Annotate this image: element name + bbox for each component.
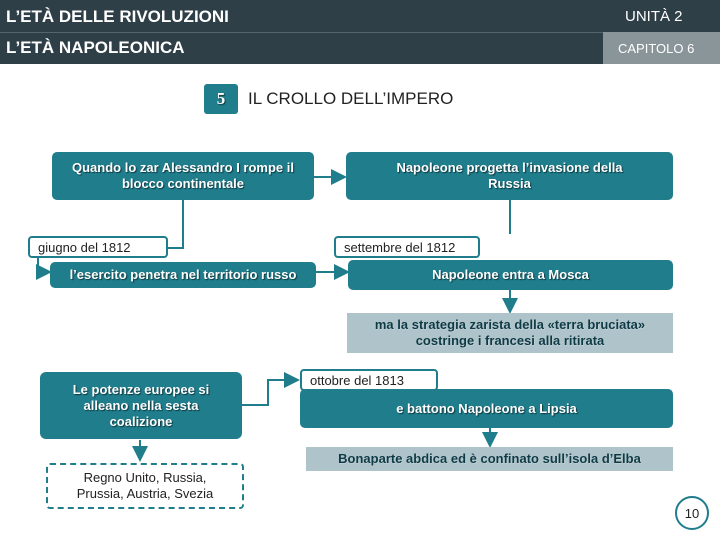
node-zar-rompe-blocco: Quando lo zar Alessandro I rompe il blocco continentale bbox=[52, 152, 314, 200]
section-title: IL CROLLO DELL’IMPERO bbox=[248, 89, 454, 108]
arrow-zar-down bbox=[168, 200, 183, 248]
header-unit: UNITÀ 2 bbox=[625, 8, 683, 25]
node-date-settembre-1812: settembre del 1812 bbox=[334, 236, 480, 258]
node-date-giugno-1812: giugno del 1812 bbox=[28, 236, 168, 258]
arrow-giugno-to-esercito bbox=[38, 256, 50, 272]
page-number: 10 bbox=[684, 505, 700, 521]
header-chapter: CAPITOLO 6 bbox=[618, 41, 695, 56]
header-title-top: L’ETÀ DELLE RIVOLUZIONI bbox=[6, 7, 229, 26]
node-sesta-coalizione: Le potenze europee si alleano nella sesta coalizione bbox=[40, 372, 242, 439]
node-date-ottobre-1813: ottobre del 1813 bbox=[300, 369, 438, 391]
node-battaglia-lipsia: e battono Napoleone a Lipsia bbox=[300, 389, 673, 428]
node-invasione-russia: Napoleone progetta l’invasione della Russia bbox=[346, 152, 673, 200]
node-paesi-coalizione: Regno Unito, Russia, Prussia, Austria, Svezia bbox=[46, 463, 244, 509]
node-esercito-penetra: l’esercito penetra nel territorio russo bbox=[50, 262, 316, 288]
section-number-badge: 5 bbox=[204, 84, 238, 114]
header-title-bottom: L’ETÀ NAPOLEONICA bbox=[6, 38, 185, 57]
node-entra-mosca: Napoleone entra a Mosca bbox=[348, 260, 673, 290]
node-abdica-elba: Bonaparte abdica ed è confinato sull’isola d’Elba bbox=[306, 447, 673, 471]
page-number-badge bbox=[675, 496, 709, 530]
node-terra-bruciata: ma la strategia zarista della «terra bruciata» costringe i francesi alla ritirata bbox=[347, 313, 673, 353]
arrow-potenze-to-lipsia bbox=[242, 380, 298, 405]
